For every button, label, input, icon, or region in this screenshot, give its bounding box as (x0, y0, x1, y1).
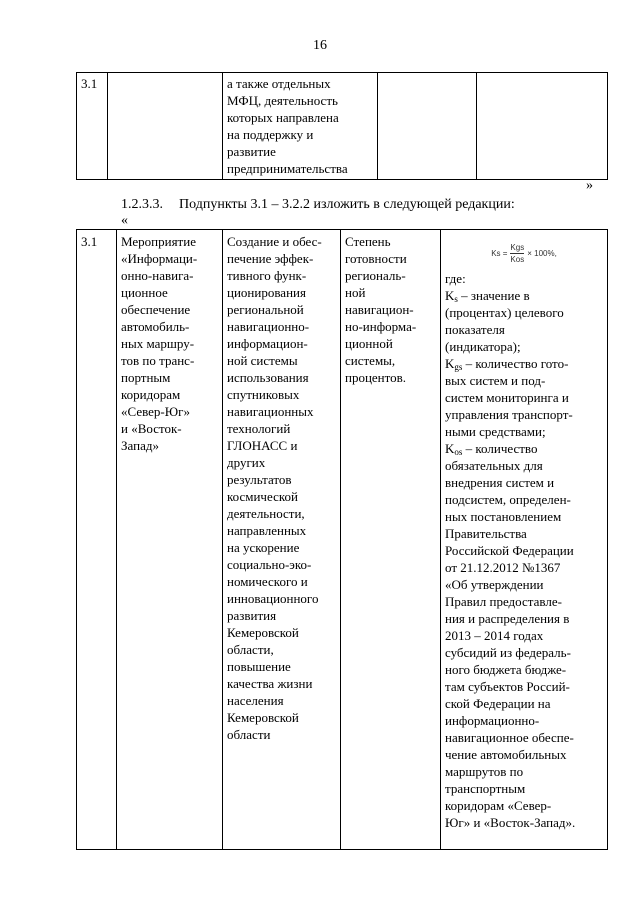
ks-definition: $K_s$ – значение в (процентах) целевого показателя (индикатора); (445, 288, 564, 354)
table-cell (108, 73, 223, 180)
main-table (76, 229, 608, 850)
measure-goal-cell (223, 230, 341, 850)
amendment-text: Подпункты 3.1 – 3.2.2 изложить в следующей редакции: (179, 197, 515, 212)
row-number-cell (77, 230, 117, 850)
closing-quote: » (586, 178, 593, 193)
row-number-cell (77, 73, 108, 180)
table-row (77, 73, 608, 180)
formula-rhs: × 100%, (527, 249, 557, 258)
where-label: где: (445, 271, 466, 286)
indicator-name: Степень готовности региональ- ной навигацион- но-информа- ционной системы, процентов. (345, 234, 417, 385)
measure-goal: Создание и обес- печение эффек- тивного функ- ционирования региональной навигационно- информацион- ной системы использования спутниковых навигационных технологий ГЛОНАСС и других результатов космической деятельности, направленных на ускорение социально-эко- номического и инновационного развития Кемеровской области, повышение качества жизни населения Кемеровской области (227, 234, 322, 742)
amendment-number: 1.2.3.3. (121, 197, 163, 212)
measure-name: Мероприятие «Информаци- онно-навига- ционное обеспечение автомобиль- ных маршру- тов по транс- портным коридорам «Север-Юг» и «Восток- Запад» (121, 234, 198, 453)
cell-text: а также отдельных МФЦ, деятельность которых направлена на поддержку и развитие предпринимательства (227, 76, 348, 176)
formula-denominator: Kos (510, 255, 525, 264)
table-row (77, 230, 608, 850)
kos-definition: $K_{os}$ – количество обязательных для внедрения систем и подсистем, определен- ных постановлением Правительства Российской Федерации от 21.12.2012 №1367 «Об утверждении Правил предоставле- ния и распределения в 2013 – 2014 годах субсидий из федераль- ного бюджета бюдже- там субъектов Россий- ской Федерации на информационно- навигационное обеспе- чение автомобильных маршрутов по транспортным коридорам «Север- Юг» и «Восток-Запад». (445, 441, 576, 830)
row-number: 3.1 (81, 76, 98, 91)
page-number: 16 (313, 38, 327, 53)
opening-quote: « (121, 213, 128, 228)
top-table (76, 72, 608, 180)
formula-lhs: Ks = (491, 249, 508, 258)
measure-name-cell (117, 230, 223, 850)
formula (445, 243, 603, 264)
indicator-name-cell (341, 230, 441, 850)
table-cell (223, 73, 378, 180)
fraction-bar (510, 253, 524, 254)
indicator-formula-cell (441, 230, 608, 850)
table-cell (378, 73, 477, 180)
formula-numerator: Kgs (510, 243, 525, 252)
table-cell (477, 73, 608, 180)
formula-fraction (510, 243, 524, 264)
kgs-definition: $K_{gs}$ – количество гото- вых систем и под- систем мониторинга и управления транспорт- ными средствами; (445, 356, 573, 439)
row-number: 3.1 (81, 234, 98, 249)
amendment-line (121, 197, 515, 213)
